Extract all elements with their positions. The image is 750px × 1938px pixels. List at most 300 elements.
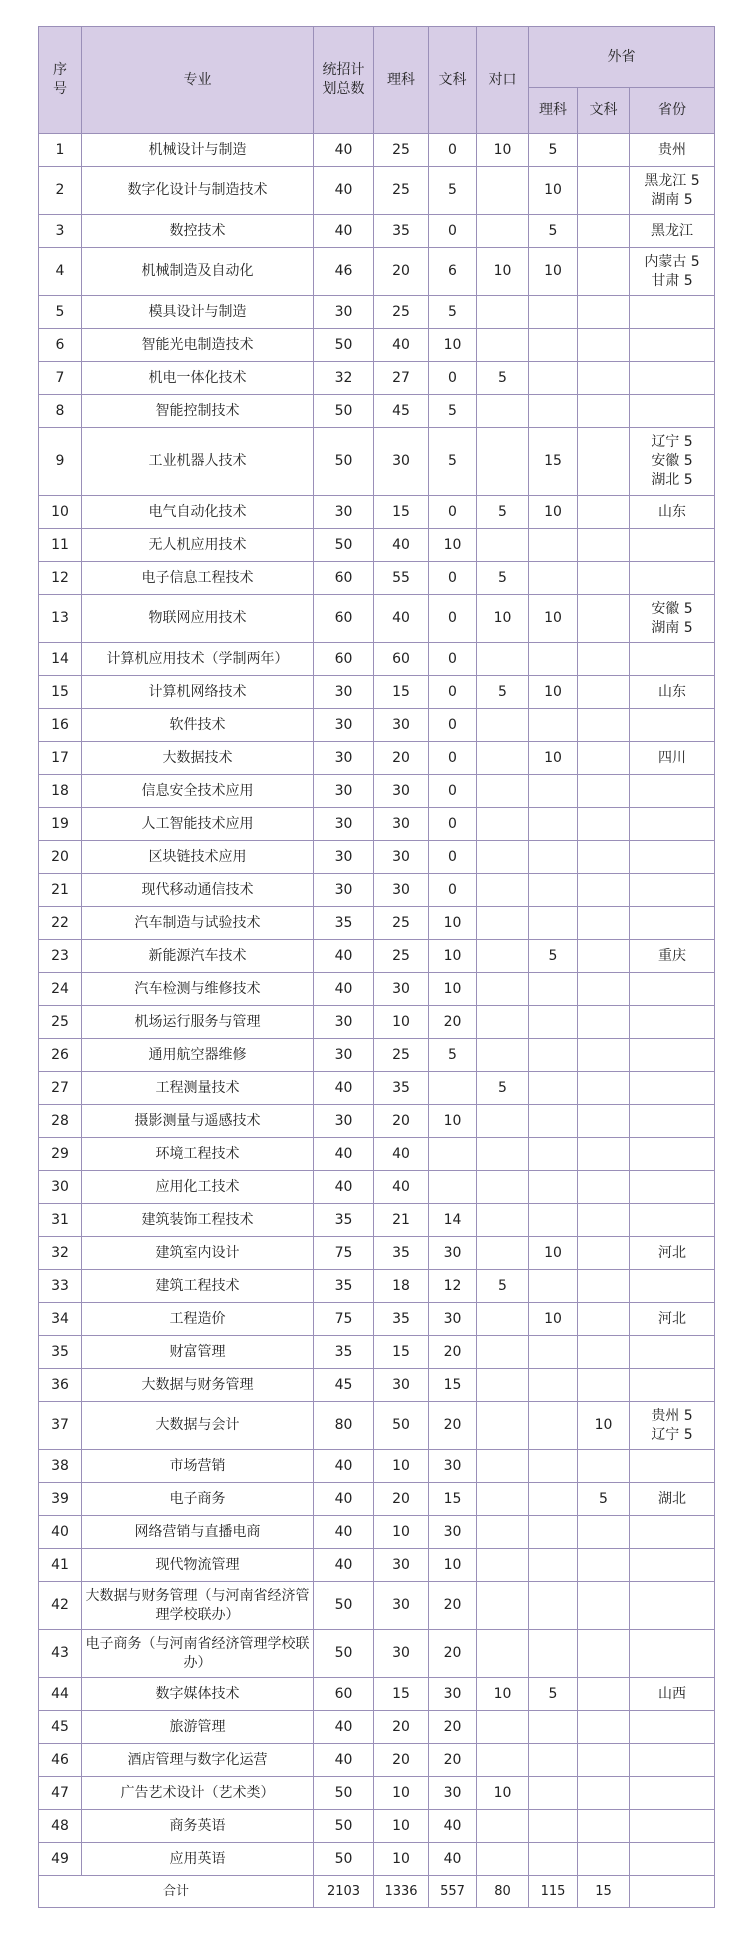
cell-out-arts	[578, 1369, 630, 1402]
cell-science: 30	[374, 808, 429, 841]
cell-science: 20	[374, 1483, 429, 1516]
cell-out-science	[529, 296, 578, 329]
header-out-science: 理科	[529, 88, 578, 134]
cell-out-science	[529, 1516, 578, 1549]
table-row	[39, 1549, 715, 1582]
cell-seq: 13	[39, 595, 82, 643]
cell-out-arts	[578, 1072, 630, 1105]
cell-science: 20	[374, 248, 429, 296]
cell-vocational	[477, 742, 529, 775]
cell-science: 30	[374, 1369, 429, 1402]
cell-seq: 31	[39, 1204, 82, 1237]
cell-arts: 5	[429, 395, 477, 428]
cell-vocational: 5	[477, 562, 529, 595]
cell-seq: 1	[39, 134, 82, 167]
cell-arts: 10	[429, 940, 477, 973]
table-row	[39, 1171, 715, 1204]
cell-seq: 29	[39, 1138, 82, 1171]
cell-major: 计算机网络技术	[82, 676, 314, 709]
cell-science: 25	[374, 296, 429, 329]
cell-science: 50	[374, 1402, 429, 1450]
cell-arts: 40	[429, 1810, 477, 1843]
cell-out-arts	[578, 1516, 630, 1549]
cell-arts: 10	[429, 907, 477, 940]
cell-vocational: 5	[477, 496, 529, 529]
cell-arts: 5	[429, 296, 477, 329]
cell-total: 50	[314, 1843, 374, 1876]
cell-seq: 32	[39, 1237, 82, 1270]
cell-vocational	[477, 167, 529, 215]
cell-vocational	[477, 973, 529, 1006]
cell-arts: 30	[429, 1777, 477, 1810]
cell-province: 内蒙古 5 甘肃 5	[630, 248, 715, 296]
cell-out-arts	[578, 874, 630, 907]
cell-total: 45	[314, 1369, 374, 1402]
cell-major: 大数据与财务管理	[82, 1369, 314, 1402]
cell-out-arts	[578, 973, 630, 1006]
cell-seq: 36	[39, 1369, 82, 1402]
cell-out-arts	[578, 428, 630, 496]
cell-out-science: 5	[529, 940, 578, 973]
cell-province: 贵州	[630, 134, 715, 167]
cell-major: 电子信息工程技术	[82, 562, 314, 595]
cell-total: 80	[314, 1402, 374, 1450]
table-row	[39, 940, 715, 973]
total-arts: 557	[429, 1876, 477, 1908]
cell-total: 30	[314, 709, 374, 742]
cell-out-arts: 10	[578, 1402, 630, 1450]
cell-total: 30	[314, 1039, 374, 1072]
cell-total: 50	[314, 1777, 374, 1810]
cell-vocational: 10	[477, 134, 529, 167]
cell-arts: 10	[429, 1549, 477, 1582]
cell-out-arts	[578, 1237, 630, 1270]
cell-out-science	[529, 973, 578, 1006]
cell-science: 55	[374, 562, 429, 595]
cell-province	[630, 529, 715, 562]
cell-total: 32	[314, 362, 374, 395]
cell-major: 机电一体化技术	[82, 362, 314, 395]
cell-out-science: 10	[529, 742, 578, 775]
cell-out-science: 10	[529, 595, 578, 643]
cell-out-science	[529, 362, 578, 395]
table-row	[39, 362, 715, 395]
cell-province: 湖北	[630, 1483, 715, 1516]
cell-arts: 5	[429, 428, 477, 496]
cell-seq: 12	[39, 562, 82, 595]
cell-seq: 40	[39, 1516, 82, 1549]
cell-seq: 41	[39, 1549, 82, 1582]
cell-out-arts	[578, 296, 630, 329]
cell-total: 35	[314, 1204, 374, 1237]
cell-total: 40	[314, 134, 374, 167]
cell-major: 模具设计与制造	[82, 296, 314, 329]
header-major: 专业	[82, 27, 314, 134]
cell-arts	[429, 1072, 477, 1105]
cell-out-science	[529, 1039, 578, 1072]
cell-major: 市场营销	[82, 1450, 314, 1483]
cell-province	[630, 1006, 715, 1039]
cell-major: 应用英语	[82, 1843, 314, 1876]
cell-vocational	[477, 1138, 529, 1171]
cell-out-science	[529, 1402, 578, 1450]
header-province: 省份	[630, 88, 715, 134]
cell-seq: 6	[39, 329, 82, 362]
total-province	[630, 1876, 715, 1908]
cell-province	[630, 296, 715, 329]
cell-province	[630, 1810, 715, 1843]
cell-vocational	[477, 1483, 529, 1516]
cell-arts: 12	[429, 1270, 477, 1303]
cell-province	[630, 1843, 715, 1876]
cell-major: 计算机应用技术（学制两年）	[82, 643, 314, 676]
cell-province: 贵州 5 辽宁 5	[630, 1402, 715, 1450]
cell-major: 大数据与财务管理（与河南省经济管理学校联办）	[82, 1582, 314, 1630]
cell-total: 40	[314, 1450, 374, 1483]
cell-arts: 14	[429, 1204, 477, 1237]
cell-vocational	[477, 1039, 529, 1072]
cell-out-science	[529, 709, 578, 742]
cell-province	[630, 562, 715, 595]
cell-out-arts	[578, 1039, 630, 1072]
cell-vocational	[477, 1105, 529, 1138]
cell-province	[630, 1450, 715, 1483]
table-row	[39, 676, 715, 709]
cell-out-arts	[578, 595, 630, 643]
cell-vocational	[477, 808, 529, 841]
cell-out-arts: 5	[578, 1483, 630, 1516]
cell-out-science: 10	[529, 1303, 578, 1336]
cell-out-science	[529, 1711, 578, 1744]
cell-province	[630, 1336, 715, 1369]
cell-total: 40	[314, 1171, 374, 1204]
cell-major: 数字化设计与制造技术	[82, 167, 314, 215]
cell-science: 35	[374, 215, 429, 248]
table-row	[39, 1744, 715, 1777]
enrollment-plan-table	[38, 26, 715, 1908]
cell-science: 10	[374, 1843, 429, 1876]
table-row	[39, 329, 715, 362]
cell-major: 电子商务（与河南省经济管理学校联办）	[82, 1630, 314, 1678]
cell-seq: 45	[39, 1711, 82, 1744]
table-row	[39, 973, 715, 1006]
cell-province	[630, 1549, 715, 1582]
table-row	[39, 167, 715, 215]
cell-science: 30	[374, 1582, 429, 1630]
cell-major: 通用航空器维修	[82, 1039, 314, 1072]
cell-arts: 30	[429, 1450, 477, 1483]
cell-out-science: 15	[529, 428, 578, 496]
cell-seq: 14	[39, 643, 82, 676]
cell-major: 大数据技术	[82, 742, 314, 775]
cell-science: 25	[374, 1039, 429, 1072]
header-seq: 序 号	[39, 27, 82, 134]
cell-out-science	[529, 1810, 578, 1843]
cell-vocational	[477, 1843, 529, 1876]
cell-out-science	[529, 529, 578, 562]
cell-arts: 30	[429, 1678, 477, 1711]
cell-science: 35	[374, 1072, 429, 1105]
cell-vocational	[477, 1237, 529, 1270]
cell-seq: 17	[39, 742, 82, 775]
cell-province: 黑龙江	[630, 215, 715, 248]
cell-seq: 5	[39, 296, 82, 329]
table-row	[39, 1237, 715, 1270]
header-total: 统招计 划总数	[314, 27, 374, 134]
cell-major: 建筑装饰工程技术	[82, 1204, 314, 1237]
cell-science: 30	[374, 428, 429, 496]
cell-out-science: 10	[529, 1237, 578, 1270]
cell-province: 山西	[630, 1678, 715, 1711]
cell-major: 机械制造及自动化	[82, 248, 314, 296]
cell-arts: 0	[429, 775, 477, 808]
cell-arts: 0	[429, 362, 477, 395]
table-row	[39, 1039, 715, 1072]
cell-seq: 37	[39, 1402, 82, 1450]
cell-seq: 49	[39, 1843, 82, 1876]
cell-total: 46	[314, 248, 374, 296]
cell-arts: 40	[429, 1843, 477, 1876]
cell-vocational	[477, 1516, 529, 1549]
cell-science: 25	[374, 167, 429, 215]
cell-seq: 20	[39, 841, 82, 874]
cell-total: 30	[314, 1105, 374, 1138]
table-row	[39, 562, 715, 595]
cell-total: 30	[314, 496, 374, 529]
cell-out-science: 10	[529, 248, 578, 296]
cell-province	[630, 1630, 715, 1678]
cell-science: 10	[374, 1006, 429, 1039]
cell-out-arts	[578, 329, 630, 362]
cell-science: 60	[374, 643, 429, 676]
cell-total: 50	[314, 1582, 374, 1630]
cell-arts: 20	[429, 1630, 477, 1678]
cell-arts: 6	[429, 248, 477, 296]
cell-vocational: 10	[477, 1777, 529, 1810]
cell-province	[630, 775, 715, 808]
cell-arts: 20	[429, 1711, 477, 1744]
cell-out-arts	[578, 248, 630, 296]
cell-out-arts	[578, 134, 630, 167]
cell-total: 50	[314, 428, 374, 496]
cell-total: 40	[314, 1744, 374, 1777]
cell-out-science	[529, 1072, 578, 1105]
cell-seq: 26	[39, 1039, 82, 1072]
cell-out-arts	[578, 1711, 630, 1744]
cell-major: 无人机应用技术	[82, 529, 314, 562]
cell-province	[630, 907, 715, 940]
cell-out-arts	[578, 1303, 630, 1336]
cell-out-science	[529, 643, 578, 676]
cell-arts: 0	[429, 676, 477, 709]
cell-science: 30	[374, 709, 429, 742]
cell-out-arts	[578, 808, 630, 841]
cell-out-arts	[578, 362, 630, 395]
cell-major: 人工智能技术应用	[82, 808, 314, 841]
table-row	[39, 1711, 715, 1744]
cell-out-arts	[578, 395, 630, 428]
cell-seq: 44	[39, 1678, 82, 1711]
cell-province: 重庆	[630, 940, 715, 973]
cell-out-arts	[578, 1777, 630, 1810]
cell-arts: 30	[429, 1237, 477, 1270]
cell-total: 60	[314, 1678, 374, 1711]
table-row	[39, 841, 715, 874]
cell-out-science	[529, 808, 578, 841]
cell-total: 60	[314, 595, 374, 643]
cell-vocational: 10	[477, 1678, 529, 1711]
cell-major: 数字媒体技术	[82, 1678, 314, 1711]
cell-out-arts	[578, 1582, 630, 1630]
table-row	[39, 1402, 715, 1450]
table-row	[39, 643, 715, 676]
cell-seq: 7	[39, 362, 82, 395]
cell-out-arts	[578, 529, 630, 562]
cell-arts: 0	[429, 709, 477, 742]
cell-vocational: 5	[477, 362, 529, 395]
cell-province	[630, 1039, 715, 1072]
cell-out-arts	[578, 1630, 630, 1678]
cell-province: 安徽 5 湖南 5	[630, 595, 715, 643]
total-label: 合计	[39, 1876, 314, 1908]
cell-province: 河北	[630, 1237, 715, 1270]
cell-seq: 34	[39, 1303, 82, 1336]
table-row	[39, 428, 715, 496]
cell-out-science	[529, 395, 578, 428]
table-row	[39, 215, 715, 248]
cell-total: 50	[314, 529, 374, 562]
cell-seq: 10	[39, 496, 82, 529]
cell-seq: 8	[39, 395, 82, 428]
table-row	[39, 1138, 715, 1171]
table-row	[39, 709, 715, 742]
cell-major: 现代物流管理	[82, 1549, 314, 1582]
cell-province: 河北	[630, 1303, 715, 1336]
cell-major: 新能源汽车技术	[82, 940, 314, 973]
cell-out-arts	[578, 1336, 630, 1369]
cell-out-arts	[578, 709, 630, 742]
cell-out-science	[529, 1369, 578, 1402]
cell-arts	[429, 1138, 477, 1171]
cell-total: 60	[314, 562, 374, 595]
cell-science: 30	[374, 1549, 429, 1582]
cell-science: 30	[374, 841, 429, 874]
cell-vocational: 10	[477, 595, 529, 643]
cell-out-science	[529, 1105, 578, 1138]
header-row-1	[39, 27, 715, 88]
cell-out-science	[529, 1450, 578, 1483]
cell-seq: 3	[39, 215, 82, 248]
cell-total: 40	[314, 1072, 374, 1105]
cell-vocational	[477, 1744, 529, 1777]
cell-out-arts	[578, 1678, 630, 1711]
cell-seq: 46	[39, 1744, 82, 1777]
cell-province: 黑龙江 5 湖南 5	[630, 167, 715, 215]
header-vocational: 对口	[477, 27, 529, 134]
cell-vocational	[477, 1303, 529, 1336]
cell-seq: 18	[39, 775, 82, 808]
cell-total: 40	[314, 167, 374, 215]
cell-vocational: 5	[477, 1072, 529, 1105]
cell-total: 35	[314, 907, 374, 940]
cell-out-science: 5	[529, 215, 578, 248]
cell-seq: 48	[39, 1810, 82, 1843]
cell-major: 旅游管理	[82, 1711, 314, 1744]
cell-major: 酒店管理与数字化运营	[82, 1744, 314, 1777]
cell-arts: 10	[429, 973, 477, 1006]
cell-total: 50	[314, 329, 374, 362]
cell-arts: 20	[429, 1006, 477, 1039]
cell-out-arts	[578, 1810, 630, 1843]
cell-seq: 39	[39, 1483, 82, 1516]
cell-arts: 30	[429, 1303, 477, 1336]
cell-out-science	[529, 329, 578, 362]
cell-major: 现代移动通信技术	[82, 874, 314, 907]
cell-total: 30	[314, 1006, 374, 1039]
cell-major: 区块链技术应用	[82, 841, 314, 874]
cell-out-arts	[578, 496, 630, 529]
cell-out-science	[529, 1138, 578, 1171]
header-out-arts: 文科	[578, 88, 630, 134]
cell-seq: 43	[39, 1630, 82, 1678]
cell-vocational	[477, 215, 529, 248]
cell-out-science: 10	[529, 167, 578, 215]
cell-out-science	[529, 1483, 578, 1516]
cell-out-arts	[578, 562, 630, 595]
table-row	[39, 1678, 715, 1711]
cell-science: 25	[374, 940, 429, 973]
cell-science: 35	[374, 1303, 429, 1336]
cell-out-science	[529, 1549, 578, 1582]
cell-science: 40	[374, 595, 429, 643]
table-row	[39, 1369, 715, 1402]
cell-total: 60	[314, 643, 374, 676]
cell-arts: 0	[429, 808, 477, 841]
table-row	[39, 1450, 715, 1483]
cell-province	[630, 1204, 715, 1237]
cell-province	[630, 1516, 715, 1549]
cell-total: 30	[314, 775, 374, 808]
cell-science: 21	[374, 1204, 429, 1237]
cell-major: 工业机器人技术	[82, 428, 314, 496]
cell-major: 财富管理	[82, 1336, 314, 1369]
cell-seq: 35	[39, 1336, 82, 1369]
cell-arts: 20	[429, 1336, 477, 1369]
cell-out-science	[529, 775, 578, 808]
table-row	[39, 1483, 715, 1516]
cell-out-science: 5	[529, 1678, 578, 1711]
cell-out-arts	[578, 742, 630, 775]
cell-arts: 5	[429, 167, 477, 215]
cell-vocational	[477, 1630, 529, 1678]
cell-out-science	[529, 841, 578, 874]
cell-seq: 30	[39, 1171, 82, 1204]
cell-out-arts	[578, 1744, 630, 1777]
table-row	[39, 907, 715, 940]
cell-province	[630, 709, 715, 742]
cell-vocational: 10	[477, 248, 529, 296]
cell-arts: 15	[429, 1369, 477, 1402]
cell-out-arts	[578, 215, 630, 248]
cell-vocational	[477, 1810, 529, 1843]
cell-province	[630, 1171, 715, 1204]
cell-major: 信息安全技术应用	[82, 775, 314, 808]
cell-total: 40	[314, 215, 374, 248]
table-row	[39, 529, 715, 562]
table-row	[39, 742, 715, 775]
cell-total: 30	[314, 808, 374, 841]
cell-out-arts	[578, 643, 630, 676]
